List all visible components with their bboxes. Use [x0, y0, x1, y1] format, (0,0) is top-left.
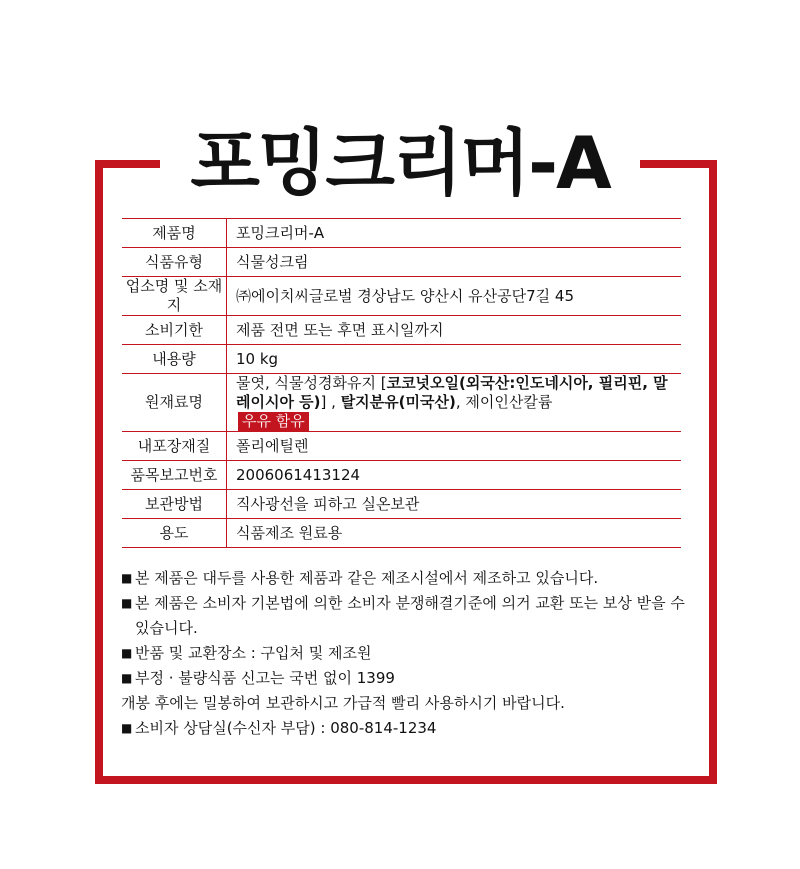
table-row [122, 461, 681, 490]
notice-text: 본 제품은 대두를 사용한 제품과 같은 제조시설에서 제조하고 있습니다. [135, 569, 599, 587]
ingredients-text: , 제이인산칼륨 [455, 393, 553, 411]
row-value: 식품제조 원료용 [227, 519, 682, 548]
square-bullet-icon: ■ [121, 596, 133, 610]
ingredients-text: 물엿, 식물성경화유지 [ [236, 374, 387, 392]
product-title: 포밍크리머-A [190, 121, 610, 205]
ingredients-bold-text: 탈지분유(미국산) [340, 393, 456, 411]
row-value: 포밍크리머-A [227, 219, 682, 248]
row-label: 보관방법 [122, 490, 227, 519]
row-label: 내포장재질 [122, 432, 227, 461]
ingredients-label: 원재료명 [122, 374, 227, 432]
row-label: 내용량 [122, 345, 227, 374]
row-value: 제품 전면 또는 후면 표시일까지 [227, 316, 682, 345]
ingredients-text: ] , [320, 393, 341, 411]
list-item [121, 641, 691, 666]
ingredients-value [227, 374, 682, 432]
square-bullet-icon: ■ [121, 671, 133, 685]
notice-text: 소비자 상담실(수신자 부담) : 080-814-1234 [135, 719, 437, 737]
allergy-badge: 우유 함유 [238, 412, 309, 431]
row-label: 식품유형 [122, 248, 227, 277]
row-value: 10 kg [227, 345, 682, 374]
table-row [122, 219, 681, 248]
notice-text: 개봉 후에는 밀봉하여 보관하시고 가급적 빨리 사용하시기 바랍니다. [121, 694, 565, 712]
row-value: 식물성크림 [227, 248, 682, 277]
row-label: 용도 [122, 519, 227, 548]
row-value: 폴리에틸렌 [227, 432, 682, 461]
row-label: 품목보고번호 [122, 461, 227, 490]
row-label: 소비기한 [122, 316, 227, 345]
list-item [121, 716, 691, 741]
square-bullet-icon: ■ [121, 646, 133, 660]
row-label: 제품명 [122, 219, 227, 248]
square-bullet-icon: ■ [121, 571, 133, 585]
table-row [122, 248, 681, 277]
product-info-table [122, 218, 681, 548]
notice-text: 본 제품은 소비자 기본법에 의한 소비자 분쟁해결기준에 의거 교환 또는 보상 받을 수 있습니다. [135, 594, 685, 637]
row-label: 업소명 및 소재지 [122, 277, 227, 316]
table-row [122, 432, 681, 461]
list-item [121, 591, 691, 641]
row-value: 직사광선을 피하고 실온보관 [227, 490, 682, 519]
notice-text: 부정 · 불량식품 신고는 국번 없이 1399 [135, 669, 395, 687]
ingredients-row [122, 374, 681, 432]
row-value: ㈜에이치씨글로벌 경상남도 양산시 유산공단7길 45 [227, 277, 682, 316]
row-value: 2006061413124 [227, 461, 682, 490]
table-row [122, 345, 681, 374]
list-item [121, 691, 691, 716]
list-item [121, 566, 691, 591]
notice-list [121, 566, 691, 741]
ingredients-bold-text: 코코넛오일(외국산:인도네시아, 필리핀, 말레이시아 등) [236, 374, 668, 411]
table-row [122, 277, 681, 316]
list-item [121, 666, 691, 691]
notice-text: 반품 및 교환장소 : 구입처 및 제조원 [135, 644, 372, 662]
table-row [122, 519, 681, 548]
table-row [122, 490, 681, 519]
table-row [122, 316, 681, 345]
square-bullet-icon: ■ [121, 721, 133, 735]
